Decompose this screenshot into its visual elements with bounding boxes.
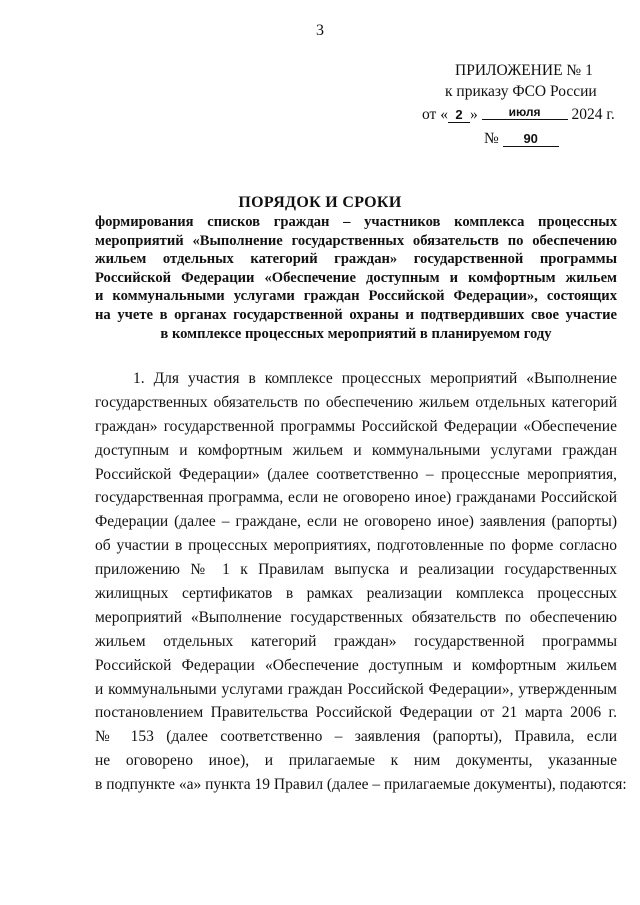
number-prefix: № — [484, 130, 499, 147]
subtitle-line: мероприятий «Выполнение государственных обязательств по обеспечению — [95, 232, 617, 249]
body-line: Российской Федерации» (далее соответственно – процессные мероприятия, — [95, 465, 617, 483]
document-title: ПОРЯДОК И СРОКИ — [238, 194, 402, 211]
body-line: доступным и комфортным жильем и коммунальными услугами граждан — [95, 441, 617, 459]
body-line: постановлением Правительства Российской Федерации от 21 марта 2006 г. — [95, 704, 617, 722]
subtitle-line: Российской Федерации «Обеспечение доступным и комфортным жильем — [95, 269, 617, 286]
body-line: государственных обязательств по обеспечению жильем отдельных категорий — [95, 393, 617, 411]
body-line: в подпункте «а» пункта 19 Правил (далее – прилагаемые документы), подаются: — [95, 776, 627, 794]
number-value: 90 — [503, 132, 559, 147]
body-line: не оговорено иное), и прилагаемые к ним документы, указанные — [95, 752, 617, 770]
date-day: 2 — [448, 108, 470, 123]
appendix-title: ПРИЛОЖЕНИЕ № 1 — [455, 62, 593, 79]
date-year: 2024 г. — [571, 106, 615, 123]
subtitle-line: формирования списков граждан – участников комплекса процессных — [95, 214, 617, 230]
body-line: жилищных сертификатов в рамках реализации комплекса процессных — [95, 585, 617, 603]
body-line: приложению № 1 к Правилам выпуска и реализации государственных — [95, 561, 617, 579]
body-line: 1. Для участия в комплексе процессных мероприятий «Выполнение — [133, 370, 617, 387]
appendix-order: к приказу ФСО России — [445, 83, 597, 100]
body-line: мероприятий «Выполнение государственных обязательств по обеспечению — [95, 608, 617, 626]
date-month: июля — [482, 105, 568, 120]
body-paragraph — [95, 367, 627, 797]
subtitle-line: на учете в органах государственной охраны и подтвердивших свое участие — [95, 306, 617, 323]
body-line: № 153 (далее соответственно – заявления (рапорты), Правила, если — [95, 728, 617, 746]
body-line: об участии в процессных мероприятиях, подготовленные по форме согласно — [95, 537, 617, 555]
date-mid: » — [469, 106, 478, 123]
page-number: 3 — [316, 22, 324, 39]
body-line: граждан» государственной программы Российской Федерации «Обеспечение — [95, 417, 617, 435]
body-line: и коммунальными услугами граждан Российской Федерации», утвержденным — [95, 680, 617, 698]
appendix-number — [484, 128, 559, 149]
body-line: жильем отдельных категорий граждан» государственной программы — [95, 632, 617, 650]
subtitle-line: в комплексе процессных мероприятий в планируемом году — [160, 325, 552, 342]
subtitle-line: и коммунальными услугами граждан Российской Федерации», состоящих — [95, 288, 617, 305]
body-line: Федерации (далее – граждане, если не оговорено иное) заявления (рапорты) — [95, 513, 617, 531]
date-prefix: от « — [422, 106, 448, 123]
body-line: Российской Федерации «Обеспечение доступным и комфортным жильем — [95, 656, 617, 674]
subtitle-line: жильем отдельных категорий граждан» государственной программы — [95, 251, 617, 268]
body-line: государственная программа, если не оговорено иное) гражданами Российской — [95, 489, 617, 507]
appendix-date — [422, 104, 615, 125]
document-subtitle — [95, 213, 617, 343]
